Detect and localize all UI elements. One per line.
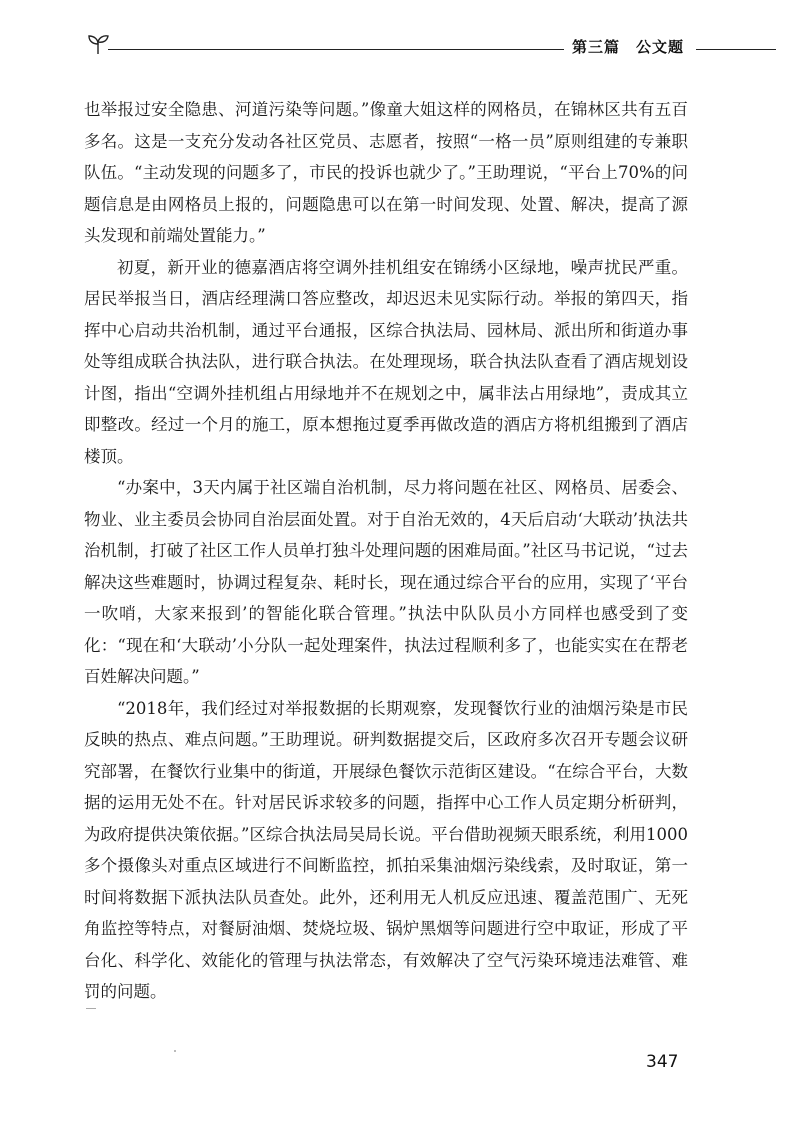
scan-speck — [174, 1050, 176, 1052]
paragraph: “办案中，3天内属于社区端自治机制，尽力将问题在社区、网格员、居委会、物业、业主委员会协同自治层面处置。对于自治无效的，4天后启动‘大联动’执法共治机制，打破了社区工作人员单打独斗处理问题的困难局面。”社区马书记说，“过去解决这些难题时，协调过程复杂、耗时长，现在通过综合平台的应用，实现了‘平台一吹哨，大家来报到’的智能化联合管理。”执法中队队员小方同样也感受到了变化：“现在和‘大联动’小分队一起处理案件，执法过程顺利多了，也能实实在在帮老百姓解决问题。” — [84, 478, 688, 686]
leaf-sprout-icon — [86, 32, 110, 56]
running-header — [86, 28, 776, 68]
article-body — [84, 94, 688, 1008]
paragraph: 初夏，新开业的德嘉酒店将空调外挂机组安在锦绣小区绿地，噪声扰民严重。居民举报当日，酒店经理满口答应整改，却迟迟未见实际行动。举报的第四天，指挥中心启动共治机制，通过平台通报，区综合执法局、园林局、派出所和街道办事处等组成联合执法队，进行联合执法。在处理现场，联合执法队查看了酒店规划设计图，指出“空调外挂机组占用绿地并不在规划之中，属非法占用绿地”，责成其立即整改。经过一个月的施工，原本想拖过夏季再做改造的酒店方将机组搬到了酒店楼顶。 — [84, 257, 688, 466]
header-rule-right — [696, 49, 776, 50]
header-rule-left — [108, 49, 576, 50]
scan-mark — [86, 1008, 96, 1009]
paragraph: 也举报过安全隐患、河道污染等问题。”像童大姐这样的网格员，在锦林区共有五百多名。这是一支充分发动各社区党员、志愿者，按照“一格一员”原则组建的专兼职队伍。“主动发现的问题多了，市民的投诉也就少了。”王助理说，“平台上70%的问题信息是由网格员上报的，问题隐患可以在第一时间发现、处置、解决，提高了源头发现和前端处置能力。” — [84, 100, 688, 245]
section-title: 第三篇 公文题 — [564, 36, 690, 57]
paragraph: “2018年，我们经过对举报数据的长期观察，发现餐饮行业的油烟污染是市民反映的热点、难点问题。”王助理说。研判数据提交后，区政府多次召开专题会议研究部署，在餐饮行业集中的街道，开展绿色餐饮示范街区建设。“在综合平台，大数据的运用无处不在。针对居民诉求较多的问题，指挥中心工作人员定期分析研判，为政府提供决策依据。”区综合执法局吴局长说。平台借助视频天眼系统，利用1000多个摄像头对重点区域进行不间断监控，抓拍采集油烟污染线索，及时取证，第一时间将数据下派执法队员查处。此外，还利用无人机反应迅速、覆盖范围广、无死角监控等特点，对餐厨油烟、焚烧垃圾、锅炉黑烟等问题进行空中取证，形成了平台化、科学化、效能化的管理与执法常态，有效解决了空气污染环境违法难管、难罚的问题。 — [84, 698, 688, 1001]
page-number: 347 — [646, 1052, 679, 1072]
